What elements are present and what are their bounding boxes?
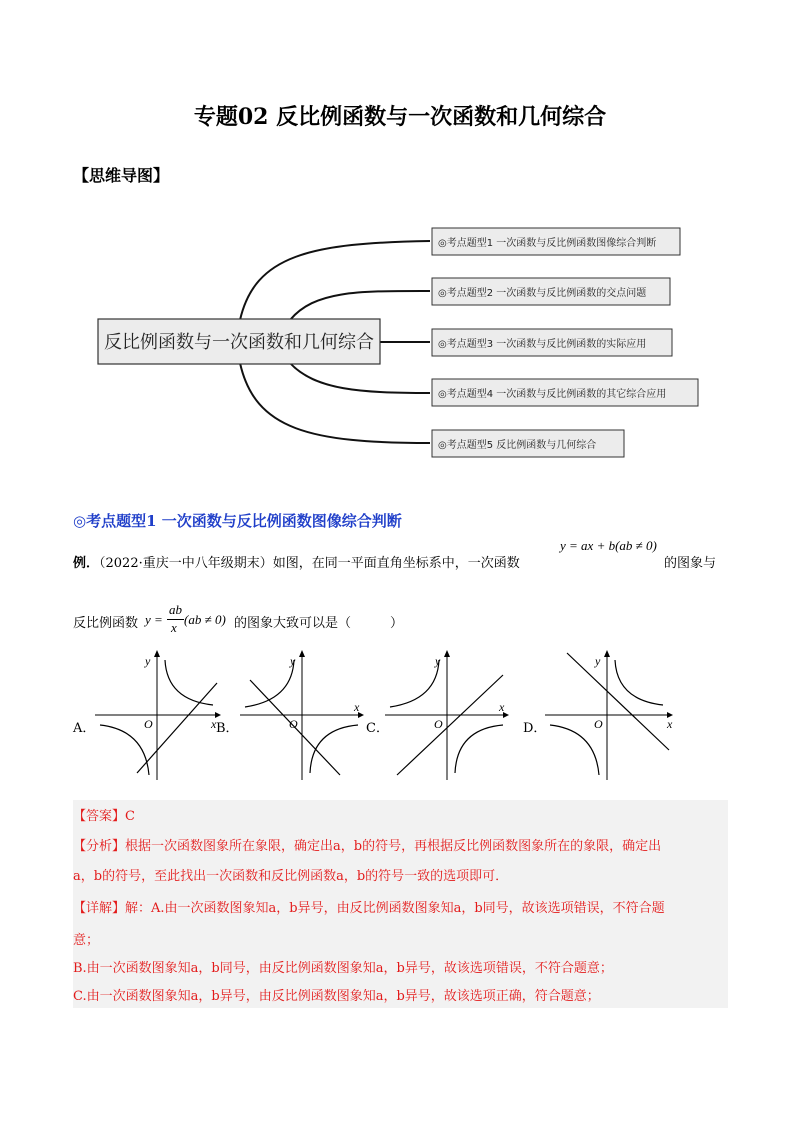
section-heading: ◎考点题型1 一次函数与反比例函数图像综合判断 — [73, 512, 402, 530]
y-axis-label: y — [595, 654, 601, 668]
page-title: 专题02 反比例函数与一次函数和几何综合 — [193, 104, 607, 130]
hyperbola-branch — [310, 725, 358, 773]
detail-tag: 【详解】 — [73, 901, 126, 916]
detail-line-4: C.由一次函数图象知a，b异号，由反比例函数图象知a，b异号，故该选项正确，符合题意； — [73, 989, 600, 1004]
mindmap-heading: 【思维导图】 — [73, 166, 170, 185]
question-line-1 — [73, 552, 520, 571]
hyperbola-branch — [455, 725, 503, 773]
mindmap-diagram — [90, 215, 710, 465]
y-axis-label: y — [290, 654, 296, 668]
y-axis-label: y — [435, 654, 441, 668]
question-line2-prefix: 反比例函数 — [73, 616, 139, 631]
detail-line-1 — [73, 900, 665, 918]
mindmap-item-label: ◎考点题型2 一次函数与反比例函数的交点问题 — [438, 288, 647, 299]
option-a-label: A． — [73, 721, 96, 736]
option-d-label: D． — [523, 721, 547, 736]
mindmap-item-label: ◎考点题型4 一次函数与反比例函数的其它综合应用 — [438, 389, 667, 400]
reciprocal-y: y = — [145, 612, 163, 627]
mindmap-item-label: ◎考点题型5 反比例函数与几何综合 — [438, 440, 597, 451]
option-c-label: C． — [366, 721, 389, 736]
question-line2-suffix: 的图象大致可以是（ ） — [234, 616, 404, 631]
y-axis-label: y — [145, 654, 151, 668]
option-c-graph — [385, 645, 515, 780]
origin-label: O — [144, 717, 153, 731]
option-d-graph — [545, 645, 680, 780]
mindmap-center-label: 反比例函数与一次函数和几何综合 — [104, 332, 374, 353]
origin-label: O — [594, 717, 603, 731]
hyperbola-branch — [165, 660, 213, 705]
mindmap-connector — [290, 291, 430, 320]
analysis-tag: 【分析】 — [73, 839, 126, 854]
y-axis-arrow — [299, 650, 305, 657]
y-axis-arrow — [444, 650, 450, 657]
linear-function-line — [567, 653, 669, 750]
hyperbola-branch — [390, 660, 439, 707]
origin-label: O — [434, 717, 443, 731]
mindmap-item-label: ◎考点题型3 一次函数与反比例函数的实际应用 — [438, 339, 647, 350]
analysis-line-2: a，b的符号，至此找出一次函数和反比例函数a，b的符号一致的选项即可． — [73, 869, 509, 884]
mindmap-item-label: ◎考点题型1 一次函数与反比例函数图像综合判断 — [438, 238, 657, 249]
linear-function-formula: y = ax + b(ab ≠ 0) — [560, 538, 657, 553]
x-axis-label: x — [354, 700, 360, 714]
reciprocal-numerator: ab — [169, 602, 182, 617]
linear-function-line — [250, 680, 340, 775]
linear-function-line — [397, 675, 503, 775]
answer-tag: 【答案】 — [73, 809, 126, 824]
question-after-linear: 的图象与 — [664, 556, 717, 571]
detail-line-2: 意； — [73, 933, 100, 948]
option-b-label: B． — [216, 721, 239, 736]
option-a-graph — [95, 645, 225, 780]
answer-line — [73, 808, 135, 826]
question-line-2 — [73, 612, 138, 631]
reciprocal-denominator: x — [171, 620, 177, 635]
mindmap-connector — [240, 363, 430, 443]
x-axis-label: x — [499, 700, 505, 714]
answer-value: C — [125, 809, 135, 824]
hyperbola-branch — [550, 725, 599, 775]
analysis-text-1: 根据一次函数图象所在象限，确定出a，b的符号，再根据反比例函数图象所在的象限，确定出 — [125, 839, 662, 854]
y-axis-arrow — [604, 650, 610, 657]
detail-text-1: 解：A.由一次函数图象知a，b异号，由反比例函数图象知a，b同号，故该选项错误，不符合题 — [125, 901, 665, 916]
analysis-line-1 — [73, 838, 661, 856]
mindmap-connector — [290, 363, 430, 393]
reciprocal-condition: (ab ≠ 0) — [184, 612, 226, 627]
detail-line-3: B.由一次函数图象知a，b同号，由反比例函数图象知a，b异号，故该选项错误，不符合题意； — [73, 961, 613, 976]
x-axis-label: x — [211, 717, 217, 731]
origin-label: O — [289, 717, 298, 731]
hyperbola-branch — [615, 660, 663, 705]
y-axis-arrow — [154, 650, 160, 657]
mindmap-connector — [240, 241, 430, 320]
x-axis-label: x — [667, 717, 673, 731]
question-source-text: （2022·重庆一中八年级期末）如图，在同一平面直角坐标系中，一次函数 — [99, 556, 520, 571]
question-label: 例． — [73, 556, 100, 571]
option-b-graph — [240, 645, 370, 780]
